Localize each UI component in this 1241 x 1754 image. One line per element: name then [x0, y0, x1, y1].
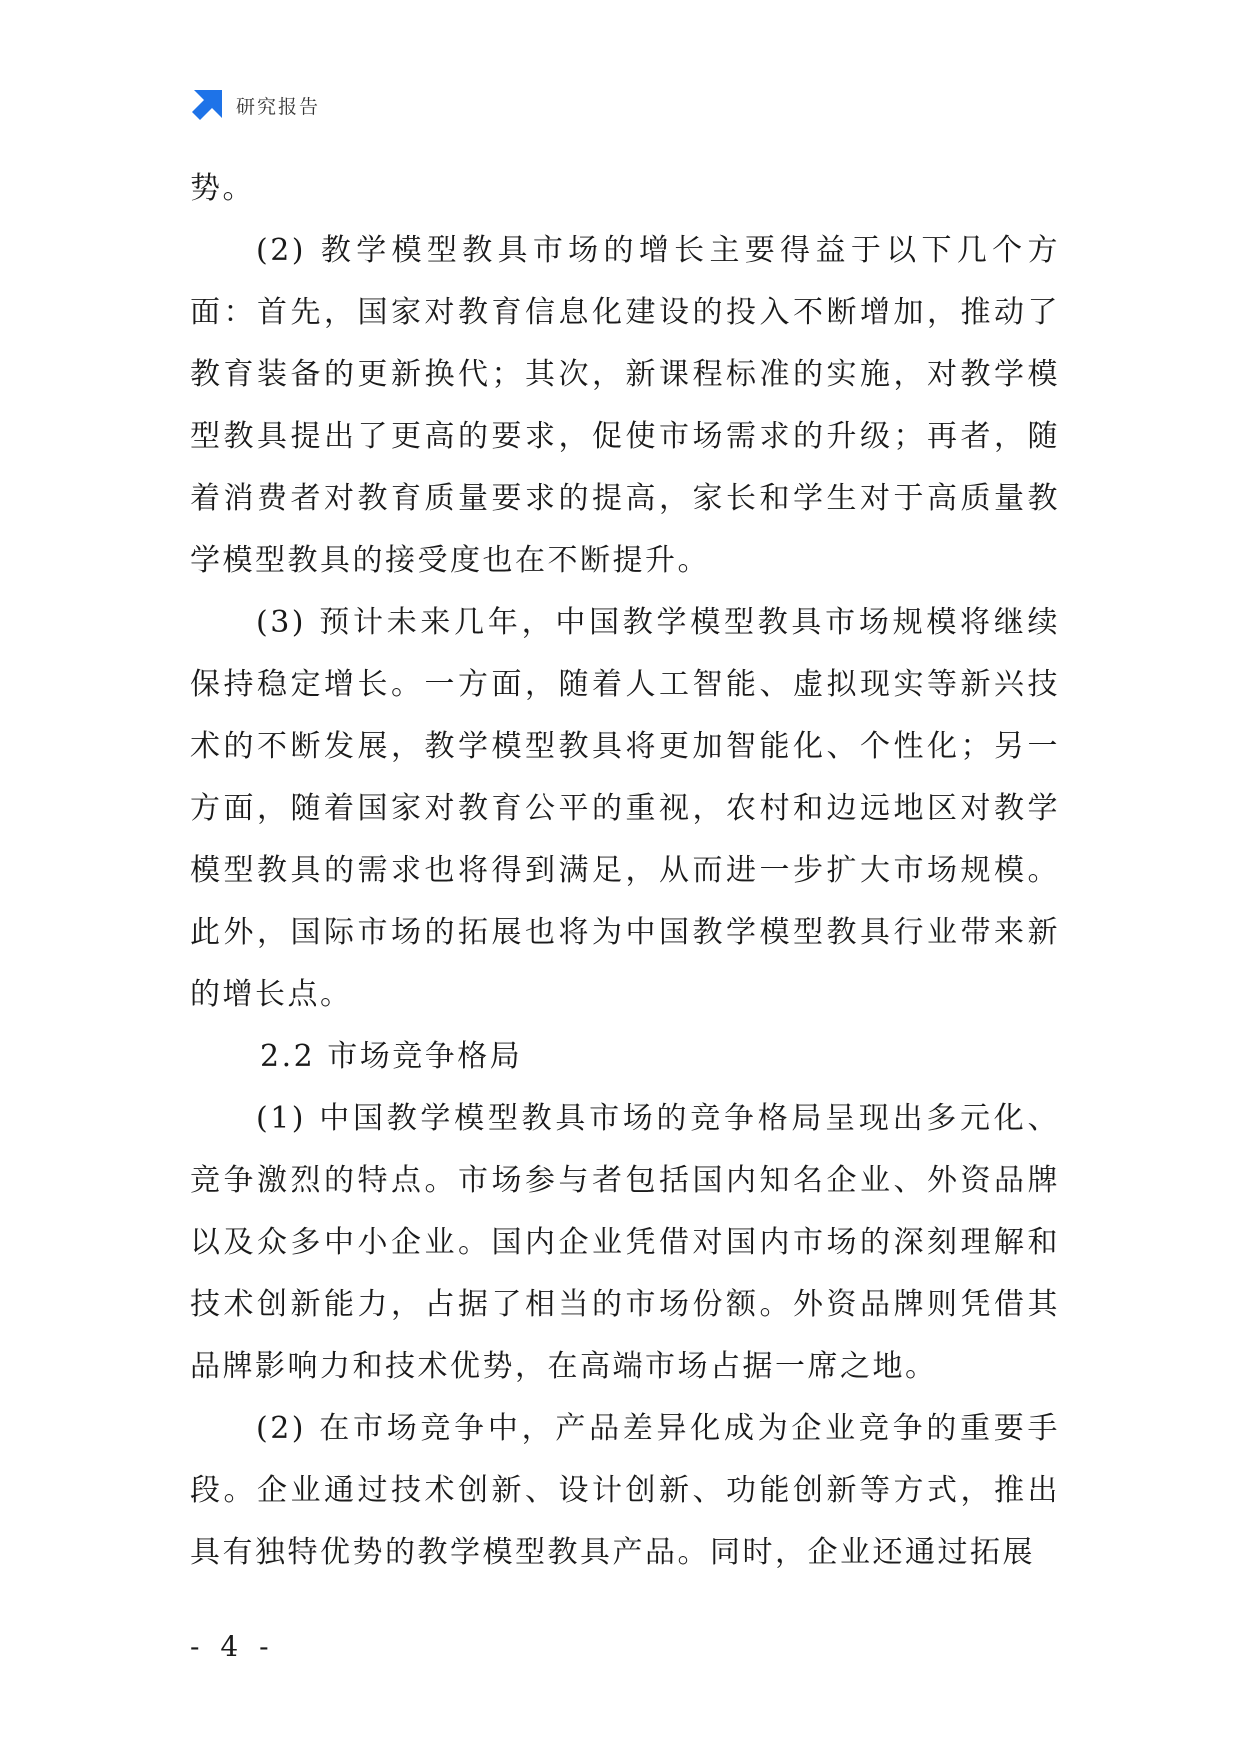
page-header: [190, 88, 320, 122]
header-title: 研究报告: [236, 95, 321, 118]
paragraph: (3) 预计未来几年，中国教学模型教具市场规模将继续保持稳定增长。一方面，随着人工智能、虚拟现实等新兴技术的不断发展，教学模型教具将更加智能化、个性化；另一方面，随着国家对教育公平的重视，农村和边远地区对教学模型教具的需求也将得到满足，从而进一步扩大市场规模。此外，国际市场的拓展也将为中国教学模型教具行业带来新的增长点。: [190, 605, 1060, 1012]
paragraph: (2) 在市场竞争中，产品差异化成为企业竞争的重要手段。企业通过技术创新、设计创新、功能创新等方式，推出具有独特优势的教学模型教具产品。同时，企业还通过拓展: [190, 1411, 1060, 1570]
paragraph: 势。: [190, 171, 255, 206]
paragraph: (1) 中国教学模型教具市场的竞争格局呈现出多元化、竞争激烈的特点。市场参与者包括国内知名企业、外资品牌以及众多中小企业。国内企业凭借对国内市场的深刻理解和技术创新能力，占据了相当的市场份额。外资品牌则凭借其品牌影响力和技术优势，在高端市场占据一席之地。: [190, 1101, 1060, 1384]
arrow-up-right-icon: [190, 88, 224, 122]
document-body: [190, 158, 1060, 1584]
section-heading: 2.2 市场竞争格局: [260, 1039, 523, 1074]
page-number: - 4 -: [190, 1630, 275, 1663]
paragraph: (2) 教学模型教具市场的增长主要得益于以下几个方面：首先，国家对教育信息化建设的投入不断增加，推动了教育装备的更新换代；其次，新课程标准的实施，对教学模型教具提出了更高的要求，促使市场需求的升级；再者，随着消费者对教育质量要求的提高，家长和学生对于高质量教学模型教具的接受度也在不断提升。: [190, 233, 1060, 578]
